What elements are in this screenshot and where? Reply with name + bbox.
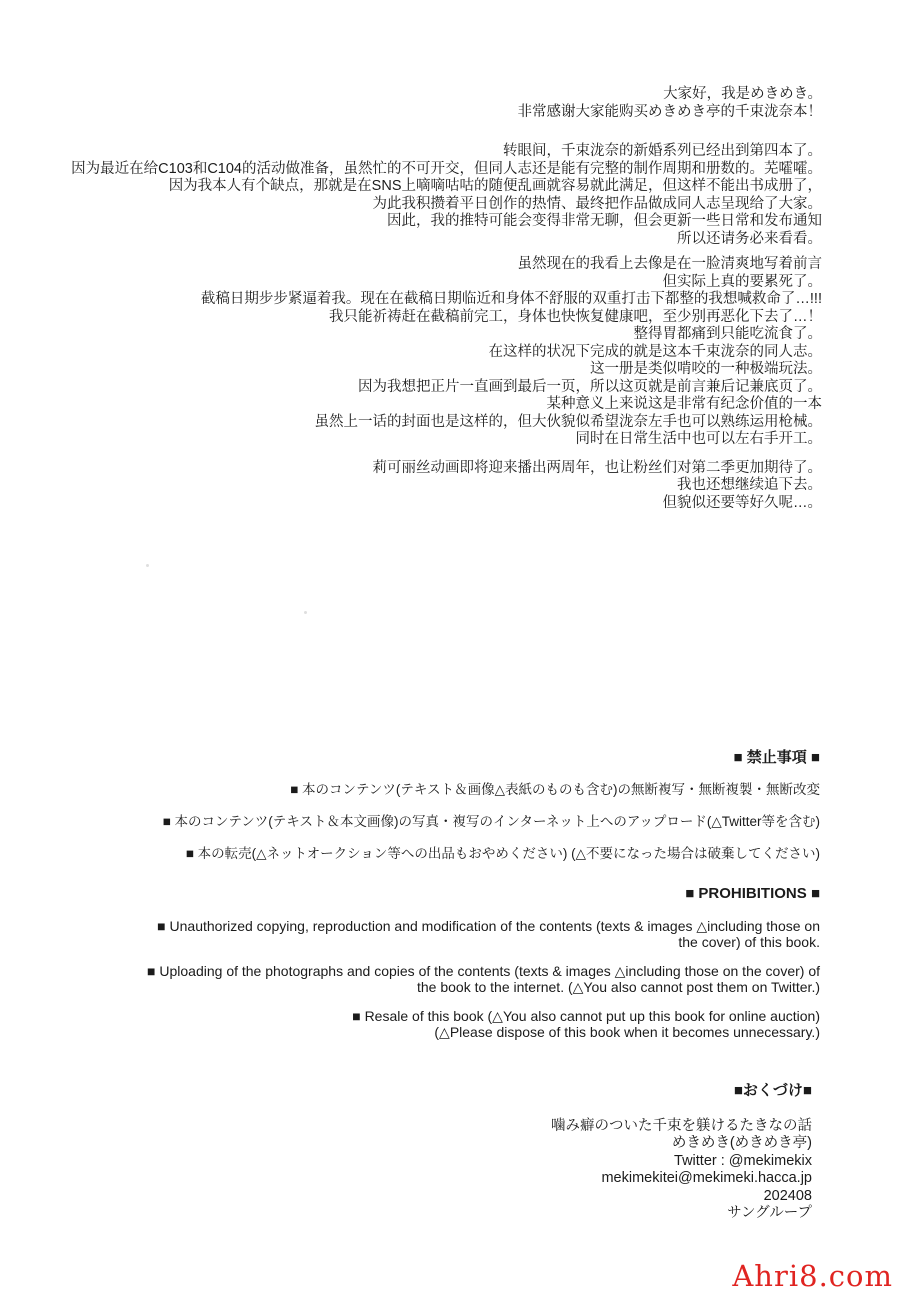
prohibition-jp-item: ■ 本のコンテンツ(テキスト＆本文画像)の写真・複写のインターネット上へのアップロード(△Twitter等を含む): [162, 814, 820, 829]
prohibitions-english-section: [147, 886, 820, 1053]
prohibition-jp-item: ■ 本のコンテンツ(テキスト＆画像△表紙のものも含む)の無断複写・無断複製・無断改変: [290, 782, 820, 797]
text-line: ■ Resale of this book (△You also cannot put up this book for online auction): [352, 1008, 820, 1024]
scan-speck: [146, 564, 149, 567]
colophon-date: 202408: [763, 1187, 812, 1204]
text-line: 所以还请务必来看看。: [677, 230, 822, 247]
prohibition-en-item: [147, 963, 820, 995]
text-line: 虽然上一话的封面也是这样的，但大伙貌似希望泷奈左手也可以熟练运用枪械。: [314, 413, 822, 430]
foreword-paragraph-1: [71, 86, 822, 121]
foreword-text-block: [71, 86, 822, 512]
foreword-paragraph-2: [71, 143, 822, 248]
text-line: 但实际上真的要累死了。: [662, 273, 822, 290]
text-line: ■ Unauthorized copying, reproduction and modification of the contents (texts & images △including those on: [157, 918, 820, 934]
text-line: 因为我本人有个缺点，那就是在SNS上嘀嘀咕咕的随便乱画就容易就此满足，但这样不能出书成册了，: [168, 178, 822, 194]
text-line: 因为我想把正片一直画到最后一页，所以这页就是前言兼后记兼底页了。: [358, 378, 822, 395]
text-line: 这一册是类似啃咬的一种极端玩法。: [590, 361, 822, 377]
text-line: (△Please dispose of this book when it becomes unnecessary.): [434, 1024, 820, 1040]
prohibitions-en-heading: ■ PROHIBITIONS ■: [685, 885, 820, 902]
text-line: 因为最近在给C103和C104的活动做准备，虽然忙的不可开交，但同人志还是能有完整的制作周期和册数的。芜嚯嚯。: [71, 160, 822, 177]
text-line: 非常感谢大家能购买めきめき亭的千束泷奈本！: [517, 103, 822, 120]
text-line: 大家好，我是めきめき。: [663, 86, 822, 102]
text-line: 虽然现在的我看上去像是在一脸清爽地写着前言: [517, 256, 822, 272]
scan-speck: [304, 611, 307, 614]
text-line: 整得胃都痛到只能吃流食了。: [633, 326, 822, 342]
text-line: 某种意义上来说这是非常有纪念价值的一本: [546, 396, 822, 412]
colophon-printer: サングループ: [727, 1205, 812, 1221]
prohibition-en-item: [147, 1008, 820, 1040]
colophon-author: めきめき(めきめき亭): [671, 1135, 812, 1151]
foreword-paragraph-3: [71, 256, 822, 449]
foreword-paragraph-4: [71, 460, 822, 513]
text-line: 为此我积攒着平日创作的热情、最终把作品做成同人志呈现给了大家。: [372, 195, 822, 212]
colophon-section: [551, 1082, 812, 1223]
text-line: 但貌似还要等好久呢…。: [662, 494, 822, 511]
prohibitions-japanese-section: [163, 750, 820, 878]
text-line: 莉可丽丝动画即将迎来播出两周年，也让粉丝们对第二季更加期待了。: [372, 459, 822, 476]
colophon-book-title: 噛み癖のついた千束を躾けるたきなの話: [551, 1117, 812, 1134]
colophon-twitter: Twitter : @mekimekix: [674, 1152, 812, 1169]
colophon-heading: ■おくづけ■: [733, 1082, 812, 1099]
text-line: the cover) of this book.: [678, 934, 820, 950]
prohibitions-jp-heading: ■ 禁止事項 ■: [733, 749, 820, 766]
text-line: 因此，我的推特可能会变得非常无聊，但会更新一些日常和发布通知: [387, 213, 822, 229]
text-line: 转眼间，千束泷奈的新婚系列已经出到第四本了。: [503, 143, 822, 159]
text-line: 在这样的状况下完成的就是这本千束泷奈的同人志。: [488, 343, 822, 360]
colophon-email: mekimekitei@mekimeki.hacca.jp: [601, 1170, 812, 1186]
text-line: ■ Uploading of the photographs and copies of the contents (texts & images △including those on the cover) of: [147, 963, 820, 979]
prohibition-en-item: [147, 918, 820, 950]
prohibition-jp-item: ■ 本の転売(△ネットオークション等への出品もおやめください) (△不要になった場合は破棄してください): [185, 846, 820, 861]
text-line: 我也还想继续追下去。: [677, 477, 822, 493]
text-line: 同时在日常生活中也可以左右手开工。: [575, 431, 822, 447]
site-watermark: Ahri8.com: [732, 1259, 893, 1293]
text-line: the book to the internet. (△You also cannot post them on Twitter.): [416, 979, 820, 995]
text-line: 我只能祈祷赶在截稿前完工，身体也快恢复健康吧，至少别再恶化下去了…！: [329, 308, 822, 325]
text-line: 截稿日期步步紧逼着我。现在在截稿日期临近和身体不舒服的双重打击下都整的我想喊救命了…!!!: [200, 291, 822, 307]
